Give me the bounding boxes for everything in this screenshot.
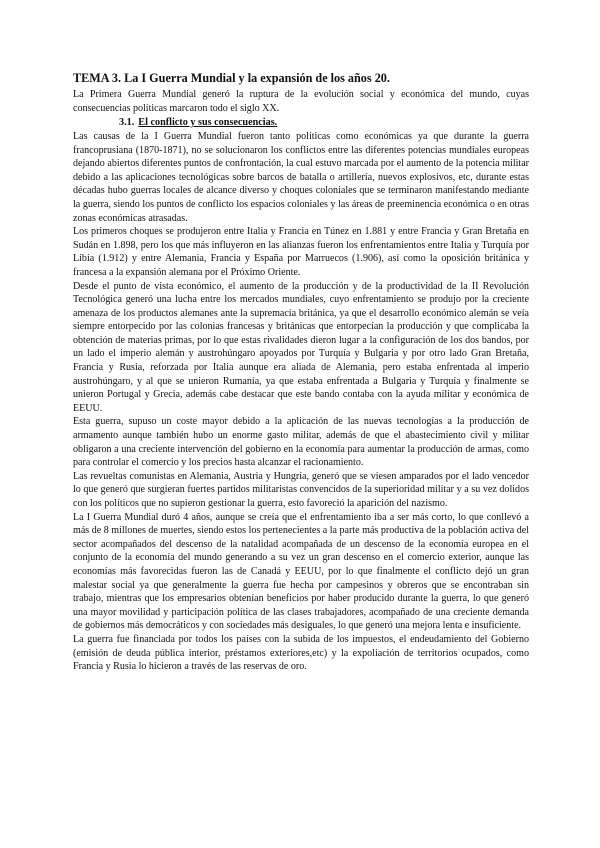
document-page xyxy=(73,70,529,674)
paragraph-first-clashes: Los primeros choques se produjeron entre Italia y Francia en Túnez en 1.881 y entre Francia y Gran Bretaña en Sudán en 1.898, pero los que más influyeron en las alianzas fueron los enfrentamientos entre Italia y Turquía por Libia (1.912) y entre Alemania, Francia y España por Marruecos (1.906), así como la oposición británica y francesa a la expansión alemana por el Próximo Oriente. xyxy=(73,226,529,278)
paragraph-war-cost: Esta guerra, supuso un coste mayor debido a la aplicación de las nuevas tecnologías a la producción de armamento aunque también hubo un enorme gasto militar, además de que el abastecimiento civil y militar obligaron a una creciente intervención del gobierno en la economía para aumentar la producción de armas, como para controlar el comercio y los precios hasta alcanzar el racionamiento. xyxy=(73,416,529,469)
section-heading xyxy=(119,116,529,130)
section-title: El conflicto y sus consecuencias. xyxy=(138,117,278,129)
paragraph-economic-view: Desde el punto de vista económico, el aumento de la producción y de la productividad de la II Revolución Tecnológica generó una lucha entre los mercados mundiales, cuyo enfrentamiento se produjo por la creciente amenaza de los productos alemanes ante la supremacía británica, ya que el desarrollo económico alemán se veía siempre entorpecido por las colonias francesas y británicas que entorpecían la producción y que complicaba la obtención de materias primas, por lo que estas rivalidades dieron lugar a la configuración de los dos bandos, por un lado el imperio alemán y austrohúngaro apoyados por Turquía y Bulgaria y por otro lado Gran Bretaña, Francia y Rusia, reforzada por Italia aunque era aliada de Alemania, pero estaba enfrentada al imperio austrohúngaro, y al que se unieron Rumanía, ya que estaba enfrentada a Bulgaria y Turquía y finalmente se unieron Portugal y Grecia, además cabe destacar que este bando contaba con la ayuda militar y económica de EEUU. xyxy=(73,280,529,414)
document-title: TEMA 3. La I Guerra Mundial y la expansión de los años 20. xyxy=(73,71,390,85)
paragraph-causes: Las causas de la I Guerra Mundial fueron tanto políticas como económicas ya que durante la guerra francoprusiana (1870-1871), no se solucionaron los conflictos entre las diferentes potencias mundiales europeas dejando abiertos diferentes puntos de confrontación, la cual estuvo marcada por el aumento de la potencia militar debido a las aplicaciones tecnológicas sobre barcos de batalla o artillería, nuevos explosivos, etc, durante estas décadas hubo guerras locales de alcance diverso y choques coloniales que se terminaron manifestando mediante la guerra, siendo los puntos de conflicto los espacios coloniales y las áreas de preeminencia económica o en otras zonas económicas atrasadas. xyxy=(73,130,529,224)
paragraph-consequences: La I Guerra Mundial duró 4 años, aunque se creía que el enfrentamiento iba a ser más corto, lo que conllevó a más de 8 millones de muertes, siendo estos los pertenecientes a la parte más productiva de la población activa del sector acompañados del descenso de la natalidad acompañada de un descenso de la economía europea en el conjunto de la economía del mundo generando a su vez un gran descenso en el comercio exterior, aunque las economías más favorecidas fueron las de Canadá y EEUU, por lo que finalmente el conflicto dejó un gran malestar social ya que generalmente la guerra fue hecha por campesinos y obreros que se encontraban sin trabajo, mientras que los empresarios obtenían beneficios por haber producido durante la guerra, lo que generó una mayor movilidad y participación política de las clases trabajadores, acompañado de una creciente demanda de gobiernos más democráticos y con sociedades más desiguales, lo que generó una mejora lenta e insuficiente. xyxy=(73,511,529,632)
section-number: 3.1. xyxy=(119,117,135,129)
intro-paragraph: La Primera Guerra Mundial generó la ruptura de la evolución social y económica del mundo, cuyas consecuencias políticas marcaron todo el siglo XX. xyxy=(73,89,529,114)
paragraph-revolts: Las revueltas comunistas en Alemania, Austria y Hungría, generó que se viesen amparados por el lado vencedor lo que generó que surgieran fuertes partidos militaristas convencidos de la superioridad militar y a su vez dolidos con los políticos que no supieron gestionar la guerra, esto favoreció la aparición del nazismo. xyxy=(73,470,529,510)
paragraph-financing: La guerra fue financiada por todos los países con la subida de los impuestos, el endeudamiento del Gobierno (emisión de deuda pública interior, préstamos exteriores,etc) y la expoliación de territorios ocupados, como Francia y Rusia lo hicieron a través de las reservas de oro. xyxy=(73,633,529,673)
